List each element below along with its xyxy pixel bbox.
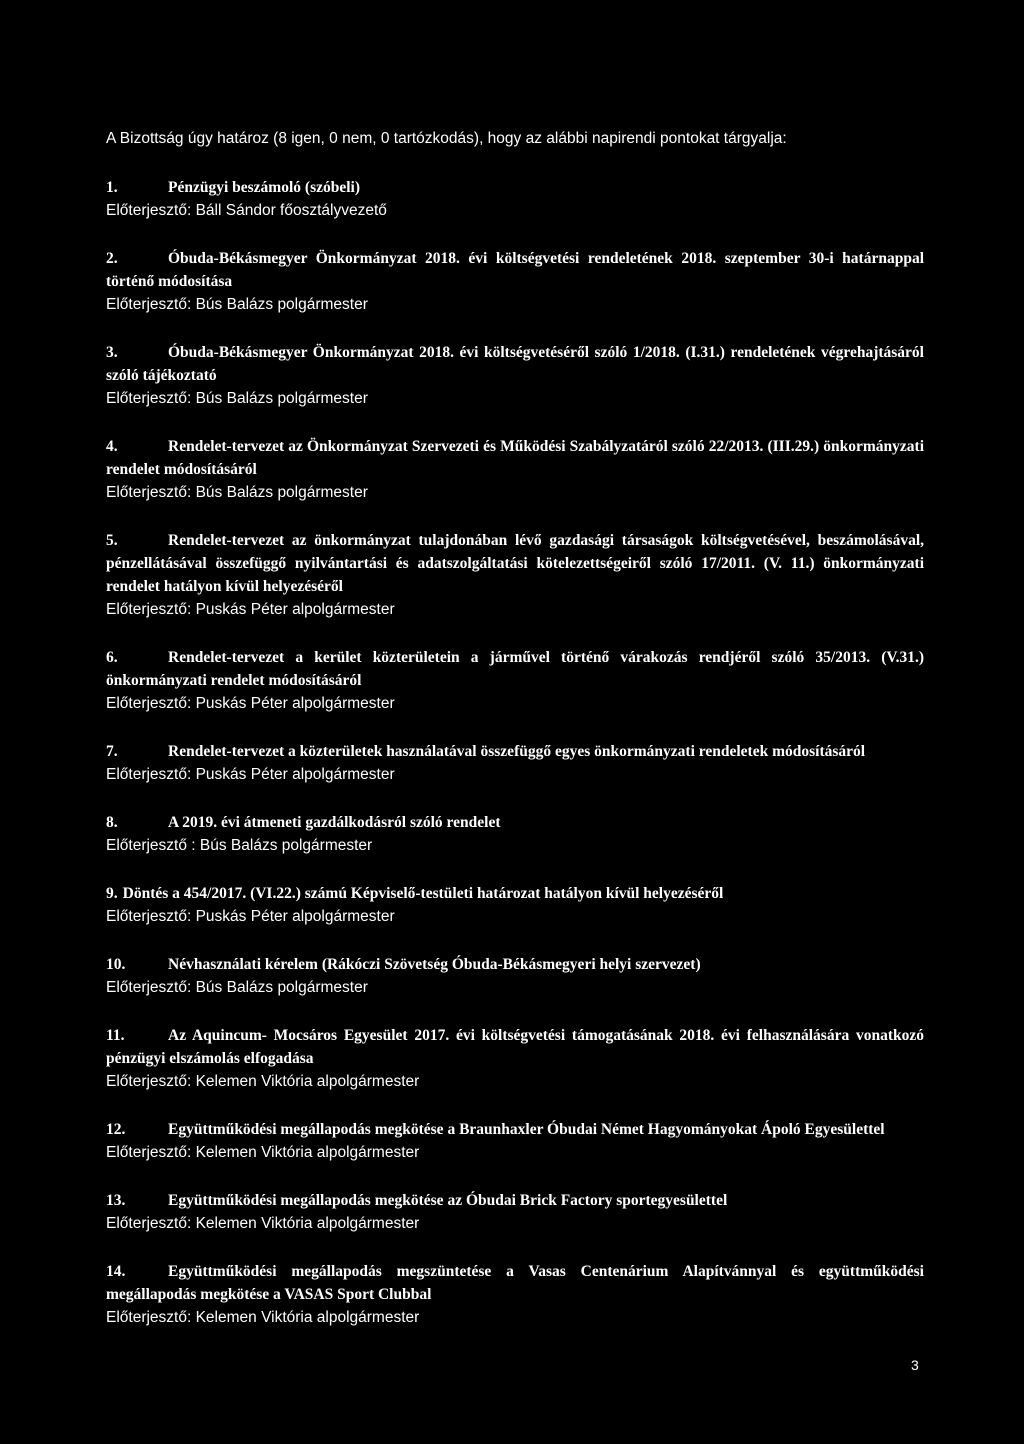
agenda-item-text: Döntés a 454/2017. (VI.22.) számú Képviselő-testületi határozat hatályon kívül helyezéséről bbox=[122, 885, 724, 902]
agenda-item-text: Óbuda-Békásmegyer Önkormányzat 2018. évi költségvetéséről szóló 1/2018. (I.31.) rendeletének végrehajtásáról szóló tájékoztató bbox=[106, 344, 924, 384]
agenda-item-number: 14. bbox=[106, 1263, 126, 1280]
agenda-item-presenter: Előterjesztő: Bús Balázs polgármester bbox=[106, 390, 368, 407]
agenda-item-title bbox=[106, 811, 924, 834]
intro-text: A Bizottság úgy határoz (8 igen, 0 nem, 0 tartózkodás), hogy az alábbi napirendi pontokat tárgyalja: bbox=[106, 130, 787, 147]
agenda-item-text: A 2019. évi átmeneti gazdálkodásról szóló rendelet bbox=[168, 814, 501, 831]
agenda-item-13 bbox=[106, 1189, 924, 1235]
agenda-item-title bbox=[106, 882, 924, 905]
agenda-item-title bbox=[106, 1118, 924, 1141]
agenda-item-6 bbox=[106, 646, 924, 715]
agenda-item-title bbox=[106, 529, 924, 598]
agenda-item-presenter: Előterjesztő: Bús Balázs polgármester bbox=[106, 979, 368, 996]
agenda-item-number: 1. bbox=[106, 179, 118, 196]
agenda-item-1 bbox=[106, 176, 924, 222]
agenda-item-number: 8. bbox=[106, 814, 118, 831]
agenda-item-presenter: Előterjesztő: Puskás Péter alpolgármester bbox=[106, 601, 395, 618]
agenda-item-title bbox=[106, 341, 924, 387]
agenda-item-text: Óbuda-Békásmegyer Önkormányzat 2018. évi költségvetési rendeletének 2018. szeptember 30-i határnappal történő módosítása bbox=[106, 250, 924, 290]
agenda-item-presenter: Előterjesztő: Kelemen Viktória alpolgármester bbox=[106, 1309, 420, 1326]
agenda-item-title bbox=[106, 1024, 924, 1070]
agenda-item-4 bbox=[106, 435, 924, 504]
agenda-item-presenter: Előterjesztő: Kelemen Viktória alpolgármester bbox=[106, 1073, 420, 1090]
agenda-item-11 bbox=[106, 1024, 924, 1093]
agenda-item-presenter: Előterjesztő: Kelemen Viktória alpolgármester bbox=[106, 1144, 420, 1161]
agenda-item-text: Együttműködési megállapodás megkötése az Óbudai Brick Factory sportegyesülettel bbox=[168, 1192, 728, 1209]
agenda-item-text: Rendelet-tervezet a kerület közterületein a járművel történő várakozás rendjéről szóló 35/2013. (V.31.) önkormányzati rendelet módosításáról bbox=[106, 649, 924, 689]
agenda-item-7 bbox=[106, 740, 924, 786]
agenda-item-number: 12. bbox=[106, 1121, 126, 1138]
agenda-item-2 bbox=[106, 247, 924, 316]
page-number: 3 bbox=[911, 1357, 919, 1373]
agenda-item-text: Rendelet-tervezet az önkormányzat tulajdonában lévő gazdasági társaságok költségvetésével, beszámolásával, pénzellátásával összefüggő nyilvántartási és adatszolgáltatási kötelezettségeiről szóló 17/2011. (V. 11.) önkormányzati rendelet hatályon kívül helyezéséről bbox=[106, 532, 924, 595]
agenda-item-presenter: Előterjesztő: Bús Balázs polgármester bbox=[106, 484, 368, 501]
agenda-item-text: Együttműködési megállapodás megkötése a Braunhaxler Óbudai Német Hagyományokat Ápoló Egyesülettel bbox=[168, 1121, 885, 1138]
agenda-item-5 bbox=[106, 529, 924, 621]
agenda-item-12 bbox=[106, 1118, 924, 1164]
agenda-item-title bbox=[106, 176, 924, 199]
agenda-item-title bbox=[106, 247, 924, 293]
agenda-item-title bbox=[106, 953, 924, 976]
agenda-item-number: 10. bbox=[106, 956, 126, 973]
agenda-item-presenter: Előterjesztő: Puskás Péter alpolgármester bbox=[106, 695, 395, 712]
agenda-item-number: 3. bbox=[106, 344, 118, 361]
agenda-item-14 bbox=[106, 1260, 924, 1329]
agenda-item-3 bbox=[106, 341, 924, 410]
agenda-item-title bbox=[106, 646, 924, 692]
agenda-item-number: 5. bbox=[106, 532, 118, 549]
document-page bbox=[106, 128, 924, 1354]
agenda-item-text: Rendelet-tervezet az Önkormányzat Szervezeti és Működési Szabályzatáról szóló 22/2013. (III.29.) önkormányzati rendelet módosításáról bbox=[106, 438, 924, 478]
agenda-item-presenter: Előterjesztő: Puskás Péter alpolgármester bbox=[106, 766, 395, 783]
agenda-item-title bbox=[106, 1189, 924, 1212]
agenda-item-number: 2. bbox=[106, 250, 118, 267]
agenda-item-text: Az Aquincum- Mocsáros Egyesület 2017. évi költségvetési támogatásának 2018. évi felhasználására vonatkozó pénzügyi elszámolás elfogadása bbox=[106, 1027, 924, 1067]
agenda-item-number: 6. bbox=[106, 649, 118, 666]
agenda-item-text: Névhasználati kérelem (Rákóczi Szövetség Óbuda-Békásmegyeri helyi szervezet) bbox=[168, 956, 701, 973]
agenda-item-title bbox=[106, 435, 924, 481]
agenda-item-title bbox=[106, 740, 924, 763]
agenda-item-number: 7. bbox=[106, 743, 118, 760]
agenda-item-presenter: Előterjesztő: Bús Balázs polgármester bbox=[106, 296, 368, 313]
agenda-item-text: Pénzügyi beszámoló (szóbeli) bbox=[168, 179, 361, 196]
agenda-item-presenter: Előterjesztő : Bús Balázs polgármester bbox=[106, 837, 373, 854]
agenda-item-text: Együttműködési megállapodás megszüntetése a Vasas Centenárium Alapítvánnyal és együttműködési megállapodás megkötése a VASAS Sport Clubbal bbox=[106, 1263, 924, 1303]
agenda-item-9 bbox=[106, 882, 924, 928]
agenda-item-number: 13. bbox=[106, 1192, 126, 1209]
agenda-item-text: Rendelet-tervezet a közterületek használatával összefüggő egyes önkormányzati rendeletek módosításáról bbox=[168, 743, 866, 760]
agenda-item-number: 4. bbox=[106, 438, 118, 455]
agenda-item-title bbox=[106, 1260, 924, 1306]
agenda-item-8 bbox=[106, 811, 924, 857]
agenda-item-presenter: Előterjesztő: Kelemen Viktória alpolgármester bbox=[106, 1215, 420, 1232]
agenda-item-10 bbox=[106, 953, 924, 999]
agenda-item-number: 11. bbox=[106, 1027, 125, 1044]
agenda-item-number: 9. bbox=[106, 885, 118, 902]
agenda-item-presenter: Előterjesztő: Báll Sándor főosztályvezető bbox=[106, 202, 387, 219]
agenda-item-presenter: Előterjesztő: Puskás Péter alpolgármester bbox=[106, 908, 395, 925]
